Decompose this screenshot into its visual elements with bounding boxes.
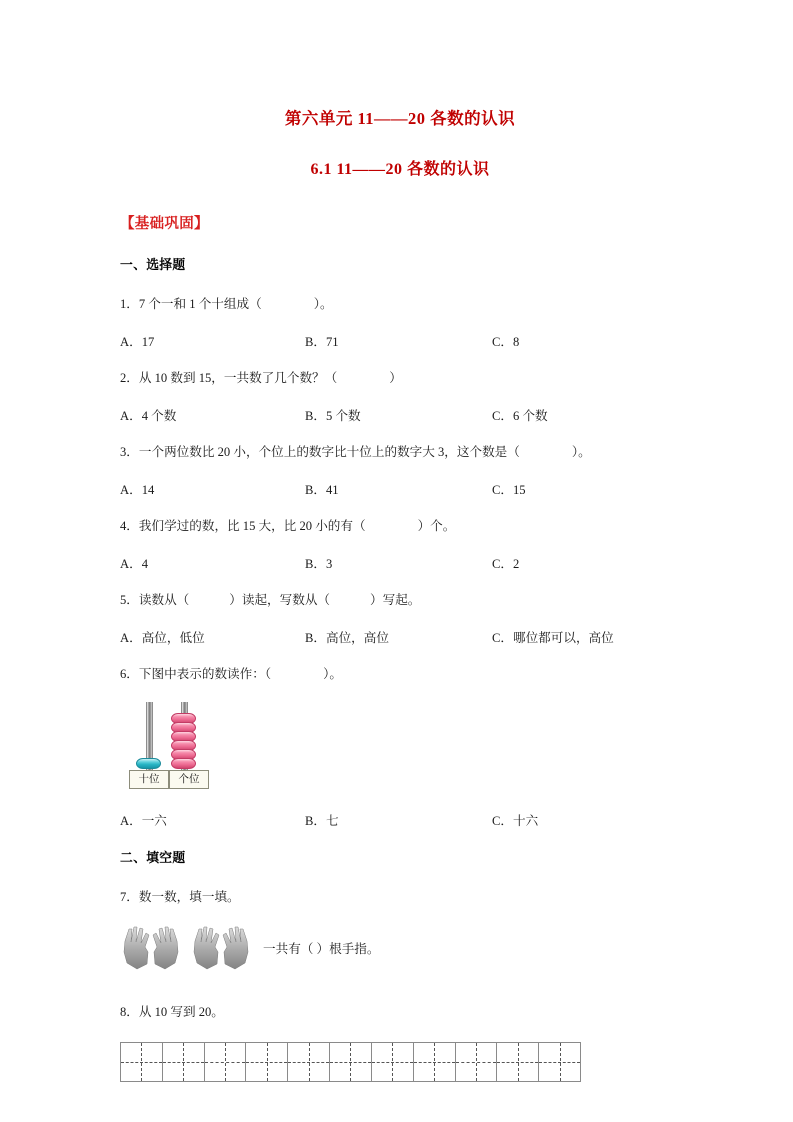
question-5-stem [120, 589, 680, 608]
question-1-stem [120, 293, 680, 312]
question-3-options [120, 479, 680, 495]
question-4-stem-tail: ）个。 [417, 519, 456, 533]
option-a[interactable]: A．4 个数 [120, 409, 177, 423]
question-2-stem-tail: ） [389, 371, 402, 385]
option-b[interactable]: B．41 [305, 483, 339, 497]
option-a[interactable]: A．高位，低位 [120, 631, 205, 645]
option-c[interactable]: C．6 个数 [492, 409, 548, 423]
option-c[interactable]: C．2 [492, 557, 520, 571]
writing-grid-wrap [120, 1042, 680, 1082]
option-a[interactable]: A．14 [120, 483, 155, 497]
question-4-stem [120, 515, 680, 534]
question-4-options [120, 553, 680, 569]
question-3-stem [120, 441, 680, 460]
question-8-stem: 8．从 10 写到 20。 [120, 1005, 224, 1019]
hands-illustration-row [120, 919, 680, 975]
section-heading-basic: 【基础巩固】 [120, 216, 209, 232]
question-1-stem-text: 1．7 个一和 1 个十组成（ [120, 297, 262, 311]
option-c[interactable]: C．15 [492, 483, 526, 497]
grid-cell[interactable] [456, 1043, 498, 1081]
option-b[interactable]: B．高位，高位 [305, 631, 389, 645]
question-3-stem-text: 3．一个两位数比 20 小，个位上的数字比十位上的数字大 3，这个数是（ [120, 445, 520, 459]
option-b[interactable]: B．3 [305, 557, 333, 571]
question-6-stem [120, 663, 680, 682]
question-6-stem-text: 6．下图中表示的数读作：（ [120, 667, 272, 681]
option-a[interactable]: A．4 [120, 557, 148, 571]
question-5-options [120, 627, 680, 643]
question-6-stem-tail: ）。 [323, 667, 343, 681]
question-2-stem-text: 2．从 10 数到 15，一共数了几个数？（ [120, 371, 338, 385]
grid-cell[interactable] [163, 1043, 205, 1081]
question-5-stem-tail: ）写起。 [370, 593, 421, 607]
hands-photo-icon [122, 919, 188, 973]
section-heading-multiple-choice: 一、选择题 [120, 258, 186, 272]
abacus-bead-ones [171, 758, 196, 769]
option-b[interactable]: B．71 [305, 335, 339, 349]
writing-grid[interactable] [120, 1042, 581, 1082]
question-2-options [120, 405, 680, 421]
abacus-illustration [120, 696, 228, 788]
option-c[interactable]: C．十六 [492, 814, 539, 828]
option-c[interactable]: C．哪位都可以，高位 [492, 631, 614, 645]
page-subtitle: 6.1 11——20 各数的认识 [310, 161, 490, 178]
question-2-stem [120, 367, 680, 386]
option-a[interactable]: A．17 [120, 335, 155, 349]
page-title: 第六单元 11——20 各数的认识 [284, 109, 516, 128]
grid-cell[interactable] [372, 1043, 414, 1081]
grid-cell[interactable] [246, 1043, 288, 1081]
grid-cell[interactable] [330, 1043, 372, 1081]
question-3-stem-tail: ）。 [571, 445, 591, 459]
grid-cell[interactable] [205, 1043, 247, 1081]
option-b[interactable]: B．七 [305, 814, 339, 828]
grid-cell[interactable] [497, 1043, 539, 1081]
question-7-caption: 一共有（ ）根手指。 [263, 942, 380, 956]
grid-cell[interactable] [414, 1043, 456, 1081]
question-5-stem-part1: 5．读数从（ [120, 593, 190, 607]
question-1-stem-tail: ）。 [313, 297, 333, 311]
question-7-stem: 7．数一数，填一填。 [120, 890, 240, 904]
content-column [120, 0, 680, 1082]
section-heading-fill-blank: 二、填空题 [120, 851, 186, 865]
abacus-label-ones: 个位 [169, 770, 209, 789]
option-b[interactable]: B．5 个数 [305, 409, 361, 423]
question-1-options [120, 331, 680, 347]
question-5-stem-part2: ）读起，写数从（ [229, 593, 331, 607]
question-4-stem-text: 4．我们学过的数，比 15 大，比 20 小的有（ [120, 519, 366, 533]
hands-photo-icon [192, 919, 258, 973]
grid-cell[interactable] [121, 1043, 163, 1081]
abacus-label-tens: 十位 [129, 770, 169, 789]
abacus-bead-tens [136, 758, 161, 769]
grid-cell[interactable] [539, 1043, 580, 1081]
grid-cell[interactable] [288, 1043, 330, 1081]
option-a[interactable]: A．一六 [120, 814, 167, 828]
question-6-options [120, 810, 680, 826]
option-c[interactable]: C．8 [492, 335, 520, 349]
